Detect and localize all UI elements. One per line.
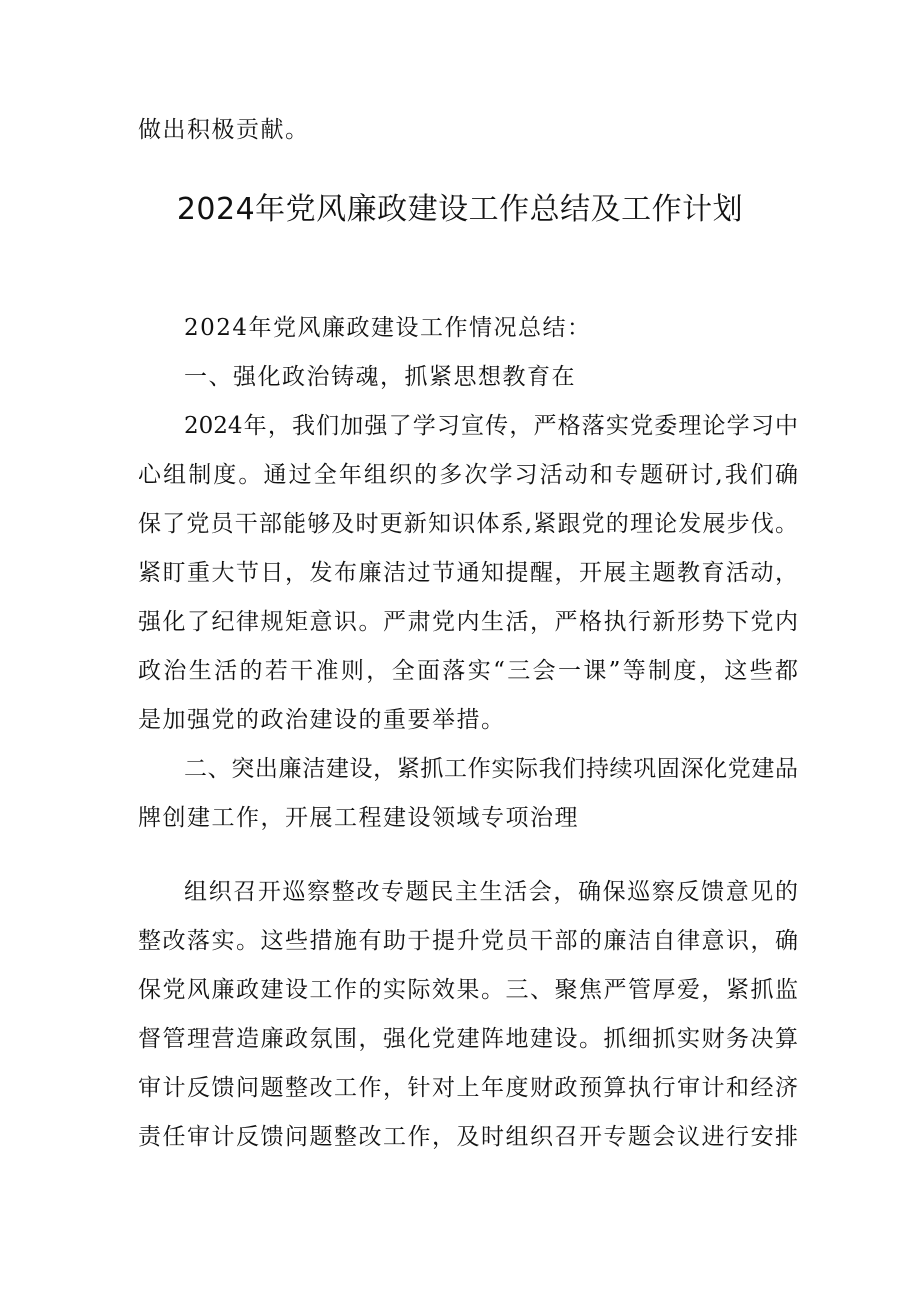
paragraph-line: 督管理营造廉政氛围，强化党建阵地建设。抓细抓实财务决算: [138, 1026, 798, 1052]
section-one-heading: 一、强化政治铸魂，抓紧思想教育在: [184, 364, 576, 390]
paragraph-line: 保党风廉政建设工作的实际效果。三、聚焦严管厚爱，紧抓监: [138, 977, 798, 1003]
paragraph-line: 紧盯重大节日，发布廉洁过节通知提醒，开展主题教育活动，: [138, 560, 798, 586]
paragraph-line: 审计反馈问题整改工作，针对上年度财政预算执行审计和经济: [138, 1075, 798, 1101]
section-two-heading: 二、突出廉洁建设，紧抓工作实际我们持续巩固深化党建品: [184, 756, 798, 782]
paragraph-line: 组织召开巡察整改专题民主生活会，确保巡察反馈意见的: [184, 879, 798, 905]
paragraph-line: 是加强党的政治建设的重要举措。: [138, 707, 506, 733]
paragraph-line: 责任审计反馈问题整改工作，及时组织召开专题会议进行安排: [138, 1124, 798, 1150]
paragraph-line: 保了党员干部能够及时更新知识体系,紧跟党的理论发展步伐。: [138, 511, 798, 537]
summary-heading: 2024年党风廉政建设工作情况总结：: [184, 315, 592, 341]
paragraph-line: 心组制度。通过全年组织的多次学习活动和专题研讨,我们确: [138, 462, 798, 488]
paragraph-line: 政治生活的若干准则，全面落实“三会一课”等制度，这些都: [138, 658, 798, 684]
paragraph-line: 强化了纪律规矩意识。严肃党内生活，严格执行新形势下党内: [138, 609, 798, 635]
paragraph-line: 整改落实。这些措施有助于提升党员干部的廉洁自律意识，确: [138, 928, 798, 954]
paragraph-line: 2024年，我们加强了学习宣传，严格落实党委理论学习中: [184, 413, 798, 439]
section-two-heading-cont: 牌创建工作，开展工程建设领域专项治理: [138, 805, 579, 831]
document-title: 2024年党风廉政建设工作总结及工作计划: [176, 192, 744, 227]
continuation-text: 做出积极贡献。: [138, 117, 310, 143]
